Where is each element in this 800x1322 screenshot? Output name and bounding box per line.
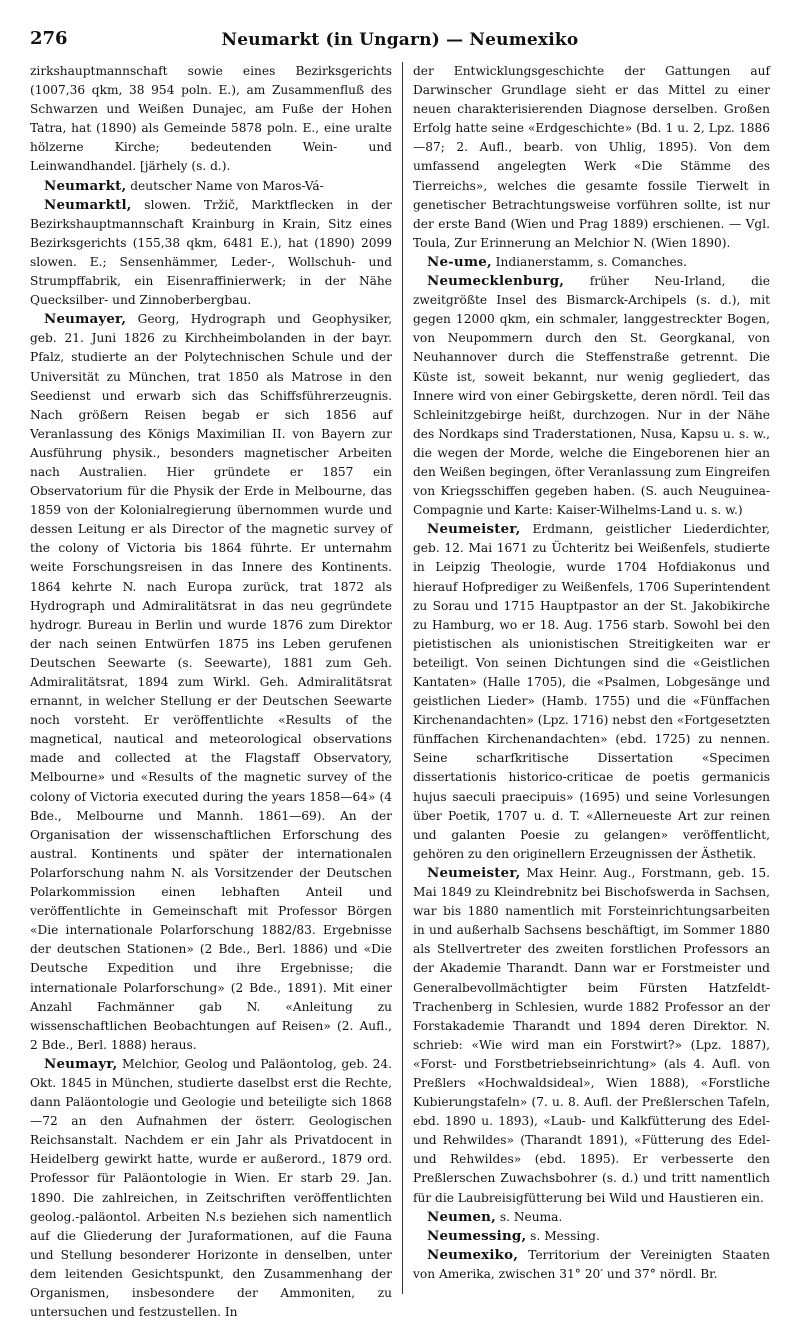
entry: [413, 253, 770, 272]
entry-text: Erdmann, geistlicher Liederdichter, geb. 12. Mai 1671 zu Üchteritz bei Weißenfels, studierte in Leipzig Theologie, wurde 1704 Hofdiakonus und hierauf Hofprediger zu Weißenfels, 1706 Superintendent zu Sorau und 1715 Hauptpastor an der St. Jakobikirche zu Hamburg, wo er 18. Aug. 1756 starb. Sowohl bei den pietistischen als unionistischen Streitigkeiten war er beteiligt. Von seinen Dichtungen sind die «Geistlichen Kantaten» (Halle 1705), die «Psalmen, Lobgesänge und geistlichen Lieder» (Hamb. 1755) und die «Fünffachen Kirchenandachten» (Lpz. 1716) nebst den «Fortgesetzten fünffachen Kirchenandachten» (ebd. 1725) zu nennen. Seine scharfkritische Dissertation «Specimen dissertationis historico-criticae de poetis germanicis hujus saeculi praecipuis» (1695) und seine Vorlesungen über Poetik, 1707 u. d. T. «Allerneueste Art zur reinen und galanten Poesie zu gelangen» veröffentlicht, gehören zu den originellern Erzeugnissen der Ästhetik.: [413, 522, 770, 861]
entry-headword: Neumeister,: [427, 864, 521, 881]
entry-text: zirkshauptmannschaft sowie eines Bezirksgerichts (1007,36 qkm, 38 954 poln. E.), am Zusammenfluß des Schwarzen und Weißen Dunajec, am Fuße der Hohen Tatra, hat (1890) als Gemeinde 5878 poln. E., eine uralte hölzerne Kirche; bedeutenden Wein- und Leinwandhandel. [järhely (s. d.).: [30, 64, 392, 174]
entry-headword: Neumarktl,: [44, 196, 132, 213]
running-title: Neumarkt (in Ungarn) — Neumexiko: [221, 30, 579, 50]
entry: [413, 864, 770, 1208]
entry-headword: Neumecklenburg,: [427, 273, 565, 290]
column-divider: [402, 62, 403, 1294]
entry-headword: Neumayr,: [44, 1055, 118, 1072]
entry-headword: Neumessing,: [427, 1227, 527, 1244]
entry-text: der Entwicklungsgeschichte der Gattungen auf Darwinscher Grundlage sieht er das Mittel zu einer neuen charakterisierenden Diagnose derselben. Großen Erfolg hatte seine «Erdgeschichte» (Bd. 1 u. 2, Lpz. 1886—87; 2. Aufl., bearb. von Uhlig, 1895). Von dem umfassend angelegten Werk «Die Stämme des Tierreichs», welches die gesamte fossile Tierwelt in genetischer Betrachtungsweise vorführen sollte, ist nur der erste Band (Wien und Prag 1889) erschienen. — Vgl. Toula, Zur Erinnerung an Melchior N. (Wien 1890).: [413, 64, 770, 250]
entry-text: s. Messing.: [526, 1228, 600, 1243]
entry-text: Georg, Hydrograph und Geophysiker, geb. 21. Juni 1826 zu Kirchheimbolanden in der bayr. Pfalz, studierte an der Polytechnischen Schule und der Universität zu München, trat 1850 als Matrose in den Seedienst und erwarb sich das Schiffsführerzeugnis. Nach größern Reisen begab er sich 1856 auf Veranlassung des Königs Maximilian II. von Bayern zur Ausführung physik., besonders magnetischer Arbeiten nach Australien. Hier gründete er 1857 ein Observatorium für die Physik der Erde in Melbourne, das 1859 von der Kolonialregierung übernommen wurde und dessen Leitung er als Director of the magnetic survey of the colony of Victoria bis 1864 führte. Er unternahm weite Forschungsreisen in das Innere des Kontinents. 1864 kehrte N. nach Europa zurück, trat 1872 als Hydrograph und Admiralitätsrat in das neu gegründete hydrogr. Bureau in Berlin und wurde 1876 zum Direktor der nach seinen Entwürfen 1875 ins Leben gerufenen Deutschen Seewarte (s. Seewarte), 1881 zum Geh. Admiralitätsrat, 1894 zum Wirkl. Geh. Admiralitätsrat ernannt, in welcher Stellung er der Deutschen Seewarte noch vorsteht. Er veröffentlichte «Results of the magnetical, nautical and meteorological observations made and collected at the Flagstaff Observatory, Melbourne» und «Results of the magnetic survey of the colony of Victoria executed during the years 1858—64» (4 Bde., Melbourne und Mannh. 1861—69). An der Organisation der wissenschaftlichen Erforschung des austral. Kontinents und später der internationalen Polarforschung nahm N. als Vorsitzender der Deutschen Polarkommission einen lebhaften Anteil und veröffentlichte in Gemeinschaft mit Professor Börgen «Die internationale Polarforschung 1882/83. Ergebnisse der deutschen Stationen» (2 Bde., Berl. 1886) und «Die Deutsche Expedition und ihre Ergebnisse; die internationale Polarforschung» (2 Bde., 1891). Mit einer Anzahl Fachmänner gab N. «Anleitung zu wissenschaftlichen Beobachtungen auf Reisen» (2. Aufl., 2 Bde., Berl. 1888) heraus.: [30, 312, 392, 1052]
entry-headword: Neumarkt,: [44, 177, 127, 194]
entry-text: Max Heinr. Aug., Forstmann, geb. 15. Mai 1849 zu Kleindrebnitz bei Bischofswerda in Sachsen, war bis 1880 namentlich mit Forsteinrichtungsarbeiten in und außerhalb Sachsens beschäftigt, im Sommer 1880 als Stellvertreter des zweiten forstlichen Professors an der Akademie Tharandt. Dann war er Forstmeister und Generalbevollmächtigter beim Fürsten Hatzfeldt-Trachenberg in Schlesien, wurde 1882 Professor an der Forstakademie Tharandt und 1894 deren Direktor. N. schrieb: «Wie wird man ein Forstwirt?» (Lpz. 1887), «Forst- und Forstbetriebseinrichtung» (als 4. Aufl. von Preßlers «Hochwaldsideal», Wien 1888), «Forstliche Kubierungstafeln» (7. u. 8. Aufl. der Preßlerschen Tafeln, ebd. 1890 u. 1893), «Laub- und Kalkfütterung des Edel- und Rehwildes» (Tharandt 1891), «Fütterung des Edel- und Rehwildes» (ebd. 1895). Er verbesserte den Preßlerschen Zuwachsbohrer (s. d.) und tritt namentlich für die Laubreisigfütterung bei Wild und Haustieren ein.: [413, 865, 770, 1205]
entry-headword: Neumexiko,: [427, 1246, 519, 1263]
entry-headword: Ne-ume,: [427, 253, 492, 270]
entry: [30, 62, 392, 177]
entry: [413, 62, 770, 253]
entry: [30, 177, 392, 196]
page-number: 276: [30, 28, 68, 49]
entry-text: Territorium der Vereinigten Staaten von Amerika, zwischen 31° 20′ und 37° nördl. Br.: [413, 1247, 770, 1281]
entry: [30, 196, 392, 311]
entry: [413, 1208, 770, 1227]
entry: [413, 272, 770, 520]
entry: [413, 520, 770, 864]
entry: [30, 310, 392, 1055]
entry-text: slowen. Tržič, Marktflecken in der Bezirkshauptmannschaft Krainburg in Krain, Sitz eines Bezirksgerichts (155,38 qkm, 6481 E.), hat (1890) 2099 slowen. E.; Sensenhämmer, Leder-, Wollschuh- und Strumpffabrik, ein Eisenraffinierwerk; in der Nähe Quecksilber- und Zinnoberbergbau.: [30, 197, 392, 308]
text-columns: [30, 62, 770, 1320]
entry-text: deutscher Name von Maros-Vá-: [126, 178, 324, 193]
entry: [413, 1227, 770, 1246]
page-header: [30, 26, 770, 54]
entry-headword: Neumayer,: [44, 311, 127, 328]
entry-headword: Neumen,: [427, 1208, 496, 1225]
entry-text: früher Neu-Irland, die zweitgrößte Insel des Bismarck-Archipels (s. d.), mit gegen 12000 qkm, ein schmaler, langgestreckter Bogen, von Neupommern durch den St. Georgkanal, von Neuhannover durch die Steffenstraße getrennt. Die Küste ist, soweit bekannt, nur wenig gegliedert, das Innere wird von einer Gebirgskette, deren nördl. Teil das Schleinitzgebirge heißt, durchzogen. Nur in der Nähe des Nordkaps sind Traderstationen, Nusa, Kapsu u. s. w., die wegen der Morde, welche die Eingeborenen hier an den Weißen begingen, öfter Veranlassung zum Eingreifen von Kriegsschiffen gegeben haben. (S. auch Neuguinea-Compagnie und Karte: Kaiser-Wilhelms-Land u. s. w.): [413, 274, 770, 518]
entry: [30, 1055, 392, 1322]
left-column: [30, 62, 392, 1320]
entry-headword: Neumeister,: [427, 521, 521, 538]
entry: [413, 1246, 770, 1284]
right-column: [413, 62, 770, 1294]
entry-text: s. Neuma.: [495, 1209, 563, 1224]
entry-text: Melchior, Geolog und Paläontolog, geb. 24. Okt. 1845 in München, studierte daselbst erst die Rechte, dann Paläontologie und Geologie und beteiligte sich 1868—72 an den Aufnahmen der österr. Geologischen Reichsanstalt. Nachdem er ein Jahr als Privatdocent in Heidelberg gewirkt hatte, wurde er außerord., 1879 ord. Professor für Paläontologie in Wien. Er starb 29. Jan. 1890. Die zahlreichen, in Zeitschriften veröffentlichten geolog.-paläontol. Arbeiten N.s beziehen sich namentlich auf die Gliederung der Juraformationen, auf die Fauna und Stellung besonderer Horizonte in denselben, unter dem leitenden Gesichtspunkt, den Zusammenhang der Organismen, insbesondere der Ammoniten, zu untersuchen und festzustellen. In: [30, 1056, 392, 1320]
entry-text: Indianerstamm, s. Comanches.: [491, 254, 687, 269]
